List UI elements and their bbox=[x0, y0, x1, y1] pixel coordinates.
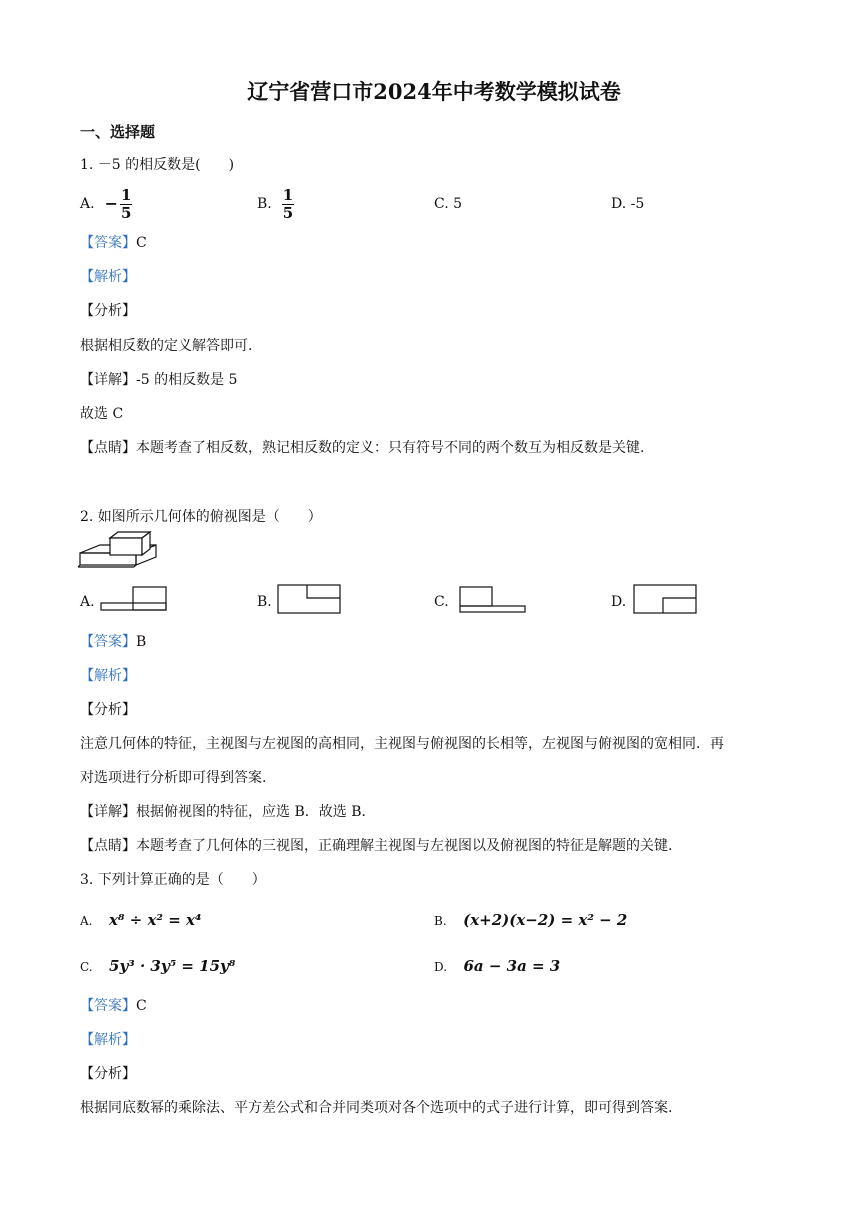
q3-option-d-expr: 6a − 3a = 3 bbox=[463, 957, 561, 975]
q2-option-c-label: C. bbox=[434, 594, 449, 610]
q1-option-a-label: A. bbox=[80, 196, 95, 212]
q2-answer-label: 【答案】 bbox=[80, 634, 136, 650]
q3-option-d-label: D. bbox=[434, 960, 448, 974]
q1-detail-label: 【详解】 bbox=[80, 372, 136, 388]
q3-option-c-label: C. bbox=[80, 960, 93, 974]
q3-answer-label: 【答案】 bbox=[80, 998, 136, 1014]
q2-fenxi-label: 【分析】 bbox=[80, 702, 136, 718]
q3-analysis-label: 【解析】 bbox=[80, 1032, 136, 1048]
q3-option-d bbox=[434, 956, 560, 977]
q1-option-c: C. 5 bbox=[434, 196, 463, 212]
section-heading: 一、选择题 bbox=[80, 123, 156, 141]
q3-option-b bbox=[434, 910, 627, 931]
q2-answer-value: B bbox=[136, 634, 147, 650]
q3-option-c-expr: 5y³ · 3y⁵ = 15y⁸ bbox=[109, 957, 236, 975]
q3-fenxi-text: 根据同底数幂的乘除法、平方差公式和合并同类项对各个选项中的式子进行计算，即可得到答案. bbox=[80, 1100, 673, 1116]
q1-option-b-fraction bbox=[282, 187, 294, 222]
q2-comment bbox=[80, 836, 672, 856]
q1-comment-label: 【点睛】 bbox=[80, 440, 136, 456]
q2-comment-text: 本题考查了几何体的三视图，正确理解主视图与左视图以及俯视图的特征是解题的关键. bbox=[136, 838, 673, 854]
q2-option-a-figure bbox=[100, 586, 168, 612]
q2-option-b-label: B. bbox=[257, 594, 272, 610]
q2-option-d-figure bbox=[633, 584, 699, 614]
q1-stem: 1. －5 的相反数是( ) bbox=[80, 157, 235, 173]
q1-fenxi-label: 【分析】 bbox=[80, 303, 136, 319]
q1-comment bbox=[80, 438, 644, 458]
q1-choose: 故选 C bbox=[80, 406, 124, 422]
q1-option-b-label: B. bbox=[257, 196, 272, 212]
q1-analysis-label: 【解析】 bbox=[80, 269, 136, 285]
q2-option-c-figure bbox=[459, 586, 527, 614]
q3-option-a bbox=[80, 910, 202, 931]
q1-comment-text: 本题考查了相反数，熟记相反数的定义：只有符号不同的两个数互为相反数是关键. bbox=[136, 440, 645, 456]
q2-option-a-label: A. bbox=[80, 594, 95, 610]
q1-option-a bbox=[80, 182, 132, 226]
q1-option-b-numerator: 1 bbox=[282, 185, 294, 204]
q1-fenxi-text: 根据相反数的定义解答即可. bbox=[80, 338, 253, 354]
q1-detail bbox=[80, 370, 237, 390]
q2-solid-figure bbox=[78, 530, 160, 576]
q1-option-a-numerator: 1 bbox=[120, 185, 132, 204]
q3-answer-value: C bbox=[136, 998, 147, 1014]
q1-answer-value: C bbox=[136, 235, 147, 251]
q2-stem: 2. 如图所示几何体的俯视图是（ ） bbox=[80, 509, 322, 525]
q2-option-d-label: D. bbox=[611, 594, 627, 610]
q2-detail-label: 【详解】 bbox=[80, 804, 136, 820]
q1-detail-text: -5 的相反数是 5 bbox=[136, 372, 238, 388]
q3-stem: 3. 下列计算正确的是（ ） bbox=[80, 872, 266, 888]
q2-analysis-label: 【解析】 bbox=[80, 668, 136, 684]
q2-answer bbox=[80, 632, 146, 652]
q1-option-d: D. -5 bbox=[611, 196, 645, 212]
q2-fenxi-line2: 对选项进行分析即可得到答案. bbox=[80, 770, 267, 786]
q2-fenxi-line1: 注意几何体的特征，主视图与左视图的高相同，主视图与俯视图的长相等，左视图与俯视图的宽相同．再 bbox=[80, 736, 724, 752]
q2-detail-text: 根据俯视图的特征，应选 B．故选 B． bbox=[136, 804, 376, 820]
q3-answer bbox=[80, 996, 147, 1016]
q1-option-a-denominator: 5 bbox=[120, 203, 132, 222]
q3-option-b-label: B. bbox=[434, 914, 447, 928]
q1-option-b-denominator: 5 bbox=[282, 203, 294, 222]
q2-detail bbox=[80, 802, 375, 822]
page-title: 辽宁省营口市2024年中考数学模拟试卷 bbox=[247, 79, 621, 104]
q3-option-a-expr: x⁸ ÷ x² = x⁴ bbox=[108, 911, 202, 929]
q3-option-c bbox=[80, 956, 235, 977]
q1-option-a-fraction bbox=[120, 187, 132, 222]
q3-option-b-expr: (x+2)(x−2) = x² − 2 bbox=[463, 911, 628, 929]
q1-option-b bbox=[257, 182, 294, 226]
q2-comment-label: 【点睛】 bbox=[80, 838, 136, 854]
q1-answer-label: 【答案】 bbox=[80, 235, 136, 251]
q1-option-a-sign: − bbox=[104, 194, 118, 213]
q2-option-b-figure bbox=[277, 584, 341, 614]
q3-option-a-label: A. bbox=[80, 914, 93, 928]
q3-fenxi-label: 【分析】 bbox=[80, 1066, 136, 1082]
q1-answer bbox=[80, 233, 147, 253]
